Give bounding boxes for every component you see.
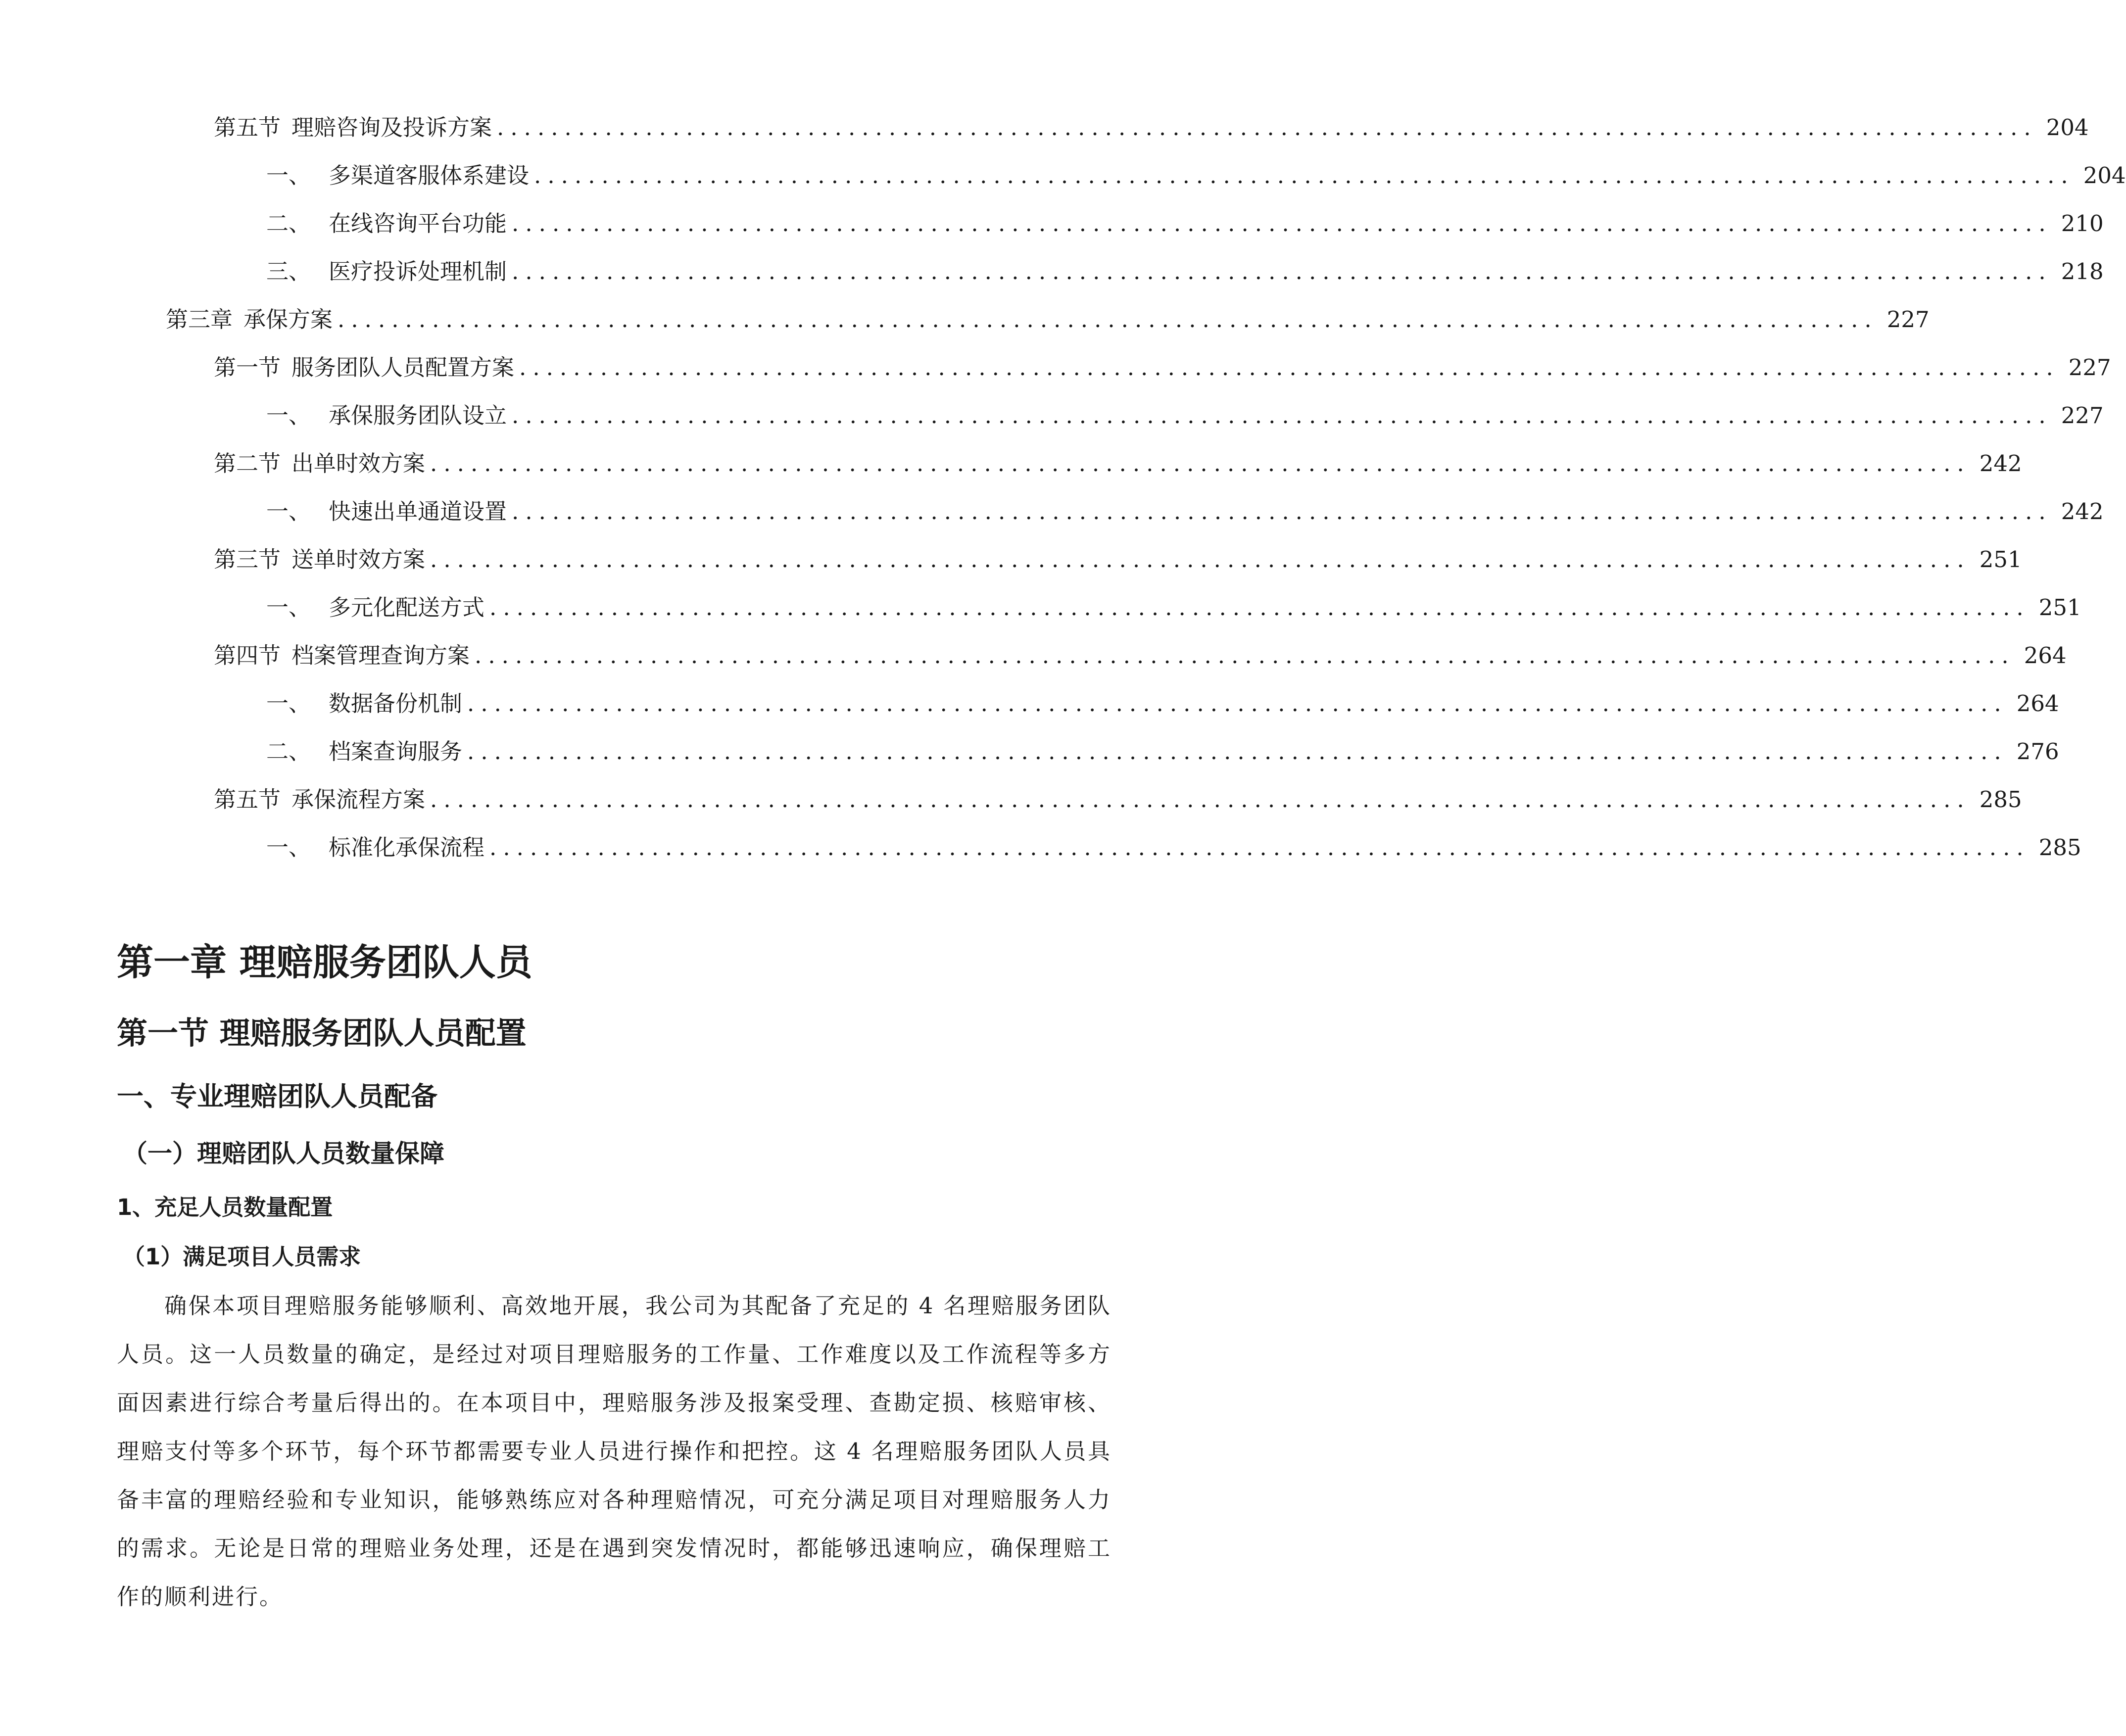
- toc-leader-dots: ..................................................................................................................: [489, 594, 2030, 621]
- toc-entry-page: 276: [2016, 738, 2059, 765]
- toc-entry-page: 251: [2038, 594, 2081, 621]
- toc-entry-title: 档案查询服务: [329, 738, 463, 765]
- toc-entry-number: 第三节: [214, 546, 281, 573]
- toc-entry-number: 二、: [266, 738, 311, 765]
- toc-entry-number: 二、: [266, 210, 311, 237]
- toc-entry-page: 264: [2016, 690, 2059, 717]
- toc-entry-title: 承保流程方案: [291, 786, 426, 813]
- toc-leader-dots: ..................................................................................................................: [519, 354, 2060, 381]
- toc-entry-number: 第三章: [166, 306, 233, 333]
- toc-entry-number: 第一节: [214, 354, 281, 381]
- toc-leader-dots: ..................................................................................................................: [430, 546, 1971, 573]
- toc-entry-title: 多元化配送方式: [329, 594, 485, 621]
- toc-entry-page: 204: [2083, 162, 2126, 189]
- toc-entry-page: 218: [2061, 258, 2104, 285]
- section-heading: 第一节 理赔服务团队人员配置: [117, 1015, 527, 1051]
- subheading-level-1: 一、专业理赔团队人员配备: [117, 1081, 437, 1112]
- toc-leader-dots: ..................................................................................................................: [534, 162, 2075, 189]
- toc-entry-number: 一、: [266, 498, 311, 525]
- toc-leader-dots: ..................................................................................................................: [512, 210, 2052, 237]
- toc-entry-title: 承保方案: [243, 306, 333, 333]
- toc-entry-number: 三、: [266, 258, 311, 285]
- toc-leader-dots: ..................................................................................................................: [430, 786, 1971, 813]
- toc-entry[interactable]: [266, 833, 2081, 863]
- toc-entry-page: 227: [1886, 306, 1930, 333]
- toc-entry[interactable]: [266, 497, 2104, 527]
- toc-entry-page: 251: [1979, 546, 2022, 573]
- toc-leader-dots: ..................................................................................................................: [475, 642, 2015, 669]
- toc-entry-number: 第四节: [214, 642, 281, 669]
- toc-entry-number: 第二节: [214, 450, 281, 477]
- toc-leader-dots: ..................................................................................................................: [430, 450, 1971, 477]
- toc-entry[interactable]: [166, 305, 1930, 335]
- toc-entry-number: 一、: [266, 690, 311, 717]
- toc-entry-title: 承保服务团队设立: [329, 402, 507, 429]
- toc-entry[interactable]: [266, 401, 2104, 431]
- toc-entry[interactable]: [214, 545, 2022, 575]
- toc-entry-title: 快速出单通道设置: [329, 498, 507, 525]
- toc-entry[interactable]: [266, 593, 2081, 623]
- toc-entry-title: 理赔咨询及投诉方案: [291, 114, 492, 141]
- toc-entry[interactable]: [266, 209, 2104, 239]
- toc-entry[interactable]: [266, 257, 2104, 287]
- toc-entry-number: 一、: [266, 834, 311, 861]
- toc-entry-number: 第五节: [214, 786, 281, 813]
- subheading-level-2: （一）理赔团队人员数量保障: [123, 1139, 444, 1168]
- toc-leader-dots: ..................................................................................................................: [467, 738, 2008, 765]
- toc-entry-page: 264: [2024, 642, 2067, 669]
- chapter-heading: 第一章 理赔服务团队人员: [117, 941, 532, 984]
- toc-entry-title: 在线咨询平台功能: [329, 210, 507, 237]
- toc-entry[interactable]: [214, 785, 2022, 815]
- toc-entry[interactable]: [214, 113, 2089, 143]
- toc-entry-title: 数据备份机制: [329, 690, 463, 717]
- body-paragraph: 确保本项目理赔服务能够顺利、高效地开展，我公司为其配备了充足的 4 名理赔服务团队人员。这一人员数量的确定，是经过对项目理赔服务的工作量、工作难度以及工作流程等多方面因素进行综合考量后得出的。在本项目中，理赔服务涉及报案受理、查勘定损、核赔审核、理赔支付等多个环节，每个环节都需要专业人员进行操作和把控。这 4 名理赔服务团队人员具备丰富的理赔经验和专业知识，能够熟练应对各种理赔情况，可充分满足项目对理赔服务人力的需求。无论是日常的理赔业务处理，还是在遇到突发情况时，都能够迅速响应，确保理赔工作的顺利进行。: [117, 1293, 1111, 1610]
- toc-entry-page: 285: [1979, 786, 2022, 813]
- toc-entry-title: 多渠道客服体系建设: [329, 162, 530, 189]
- toc-entry[interactable]: [214, 449, 2022, 479]
- toc-entry-page: 285: [2038, 834, 2081, 861]
- toc-entry-title: 标准化承保流程: [329, 834, 485, 861]
- toc-entry[interactable]: [266, 737, 2059, 767]
- toc-entry-title: 送单时效方案: [291, 546, 426, 573]
- toc-leader-dots: ..................................................................................................................: [512, 258, 2052, 285]
- toc-entry-page: 242: [2061, 498, 2104, 525]
- toc-leader-dots: ..................................................................................................................: [497, 114, 2037, 141]
- toc-leader-dots: ..................................................................................................................: [338, 306, 1878, 333]
- toc-entry-number: 第五节: [214, 114, 281, 141]
- toc-entry-page: 242: [1979, 450, 2022, 477]
- toc-entry-title: 服务团队人员配置方案: [291, 354, 515, 381]
- toc-entry-title: 医疗投诉处理机制: [329, 258, 507, 285]
- toc-entry[interactable]: [266, 161, 2126, 191]
- toc-entry-title: 出单时效方案: [291, 450, 426, 477]
- toc-entry-page: 204: [2046, 114, 2089, 141]
- subheading-level-3: 1、充足人员数量配置: [117, 1194, 333, 1220]
- toc-entry[interactable]: [266, 689, 2059, 719]
- toc-entry-title: 档案管理查询方案: [291, 642, 470, 669]
- toc-leader-dots: ..................................................................................................................: [512, 402, 2052, 429]
- toc-entry-page: 210: [2061, 210, 2104, 237]
- toc-entry-page: 227: [2068, 354, 2111, 381]
- toc-entry[interactable]: [214, 353, 2111, 383]
- toc-entry-page: 227: [2061, 402, 2104, 429]
- subheading-level-4: （1）满足项目人员需求: [123, 1244, 361, 1270]
- toc-entry-number: 一、: [266, 402, 311, 429]
- toc-entry-number: 一、: [266, 162, 311, 189]
- toc-leader-dots: ..................................................................................................................: [512, 498, 2052, 525]
- toc-leader-dots: ..................................................................................................................: [467, 690, 2008, 717]
- toc-leader-dots: ..................................................................................................................: [489, 834, 2030, 861]
- toc-entry[interactable]: [214, 641, 2067, 671]
- toc-entry-number: 一、: [266, 594, 311, 621]
